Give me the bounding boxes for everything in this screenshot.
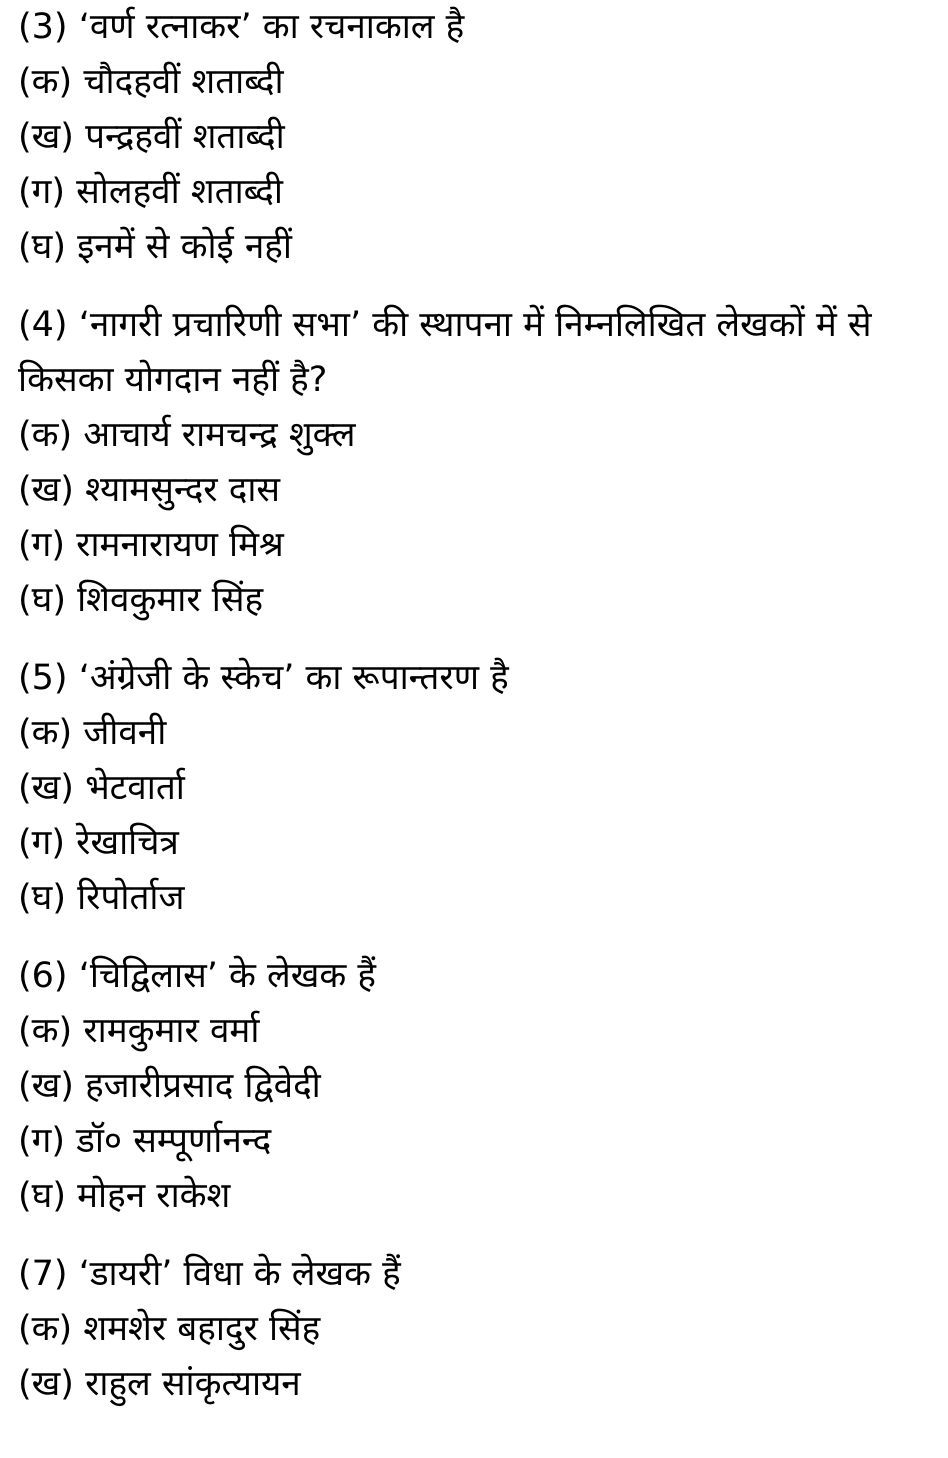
question-4 [18, 298, 934, 628]
question-text: (3) ‘वर्ण रत्नाकर’ का रचनाकाल है [18, 7, 465, 47]
question-text: (5) ‘अंग्रेजी के स्केच’ का रूपान्तरण है [18, 658, 509, 698]
option-kha: (ख) राहुल सांकृत्यायन [18, 1364, 301, 1404]
option-ga: (ग) डॉ० सम्पूर्णानन्द [18, 1121, 272, 1161]
option-gha: (घ) शिवकुमार सिंह [18, 580, 264, 620]
option-ga: (ग) रेखाचित्र [18, 823, 179, 863]
option-kha: (ख) पन्द्रहवीं शताब्दी [18, 117, 285, 157]
question-5 [18, 651, 934, 926]
question-text: (7) ‘डायरी’ विधा के लेखक हैं [18, 1254, 401, 1294]
question-6 [18, 949, 934, 1224]
option-gha: (घ) मोहन राकेश [18, 1176, 231, 1216]
option-ka: (क) जीवनी [18, 713, 167, 753]
option-ka: (क) शमशेर बहादुर सिंह [18, 1309, 321, 1349]
option-ka: (क) रामकुमार वर्मा [18, 1011, 260, 1051]
question-text: (4) ‘नागरी प्रचारिणी सभा’ की स्थापना में निम्नलिखित लेखकों में से किसका योगदान नहीं है? [18, 305, 872, 400]
option-gha: (घ) इनमें से कोई नहीं [18, 227, 292, 267]
option-kha: (ख) श्यामसुन्दर दास [18, 470, 281, 510]
option-ka: (क) चौदहवीं शताब्दी [18, 62, 284, 102]
option-kha: (ख) भेटवार्ता [18, 768, 185, 808]
option-gha: (घ) रिपोर्ताज [18, 878, 185, 918]
option-list [18, 1004, 934, 1224]
option-list [18, 706, 934, 926]
option-list [18, 1302, 934, 1412]
option-ga: (ग) सोलहवीं शताब्दी [18, 172, 283, 212]
question-text: (6) ‘चिद्विलास’ के लेखक हैं [18, 956, 376, 996]
option-kha: (ख) हजारीप्रसाद द्विवेदी [18, 1066, 321, 1106]
option-list [18, 55, 934, 275]
option-ga: (ग) रामनारायण मिश्र [18, 525, 284, 565]
option-list [18, 408, 934, 628]
question-7 [18, 1247, 934, 1412]
question-3 [18, 0, 934, 275]
option-ka: (क) आचार्य रामचन्द्र शुक्ल [18, 415, 356, 455]
question-list [18, 0, 934, 1412]
